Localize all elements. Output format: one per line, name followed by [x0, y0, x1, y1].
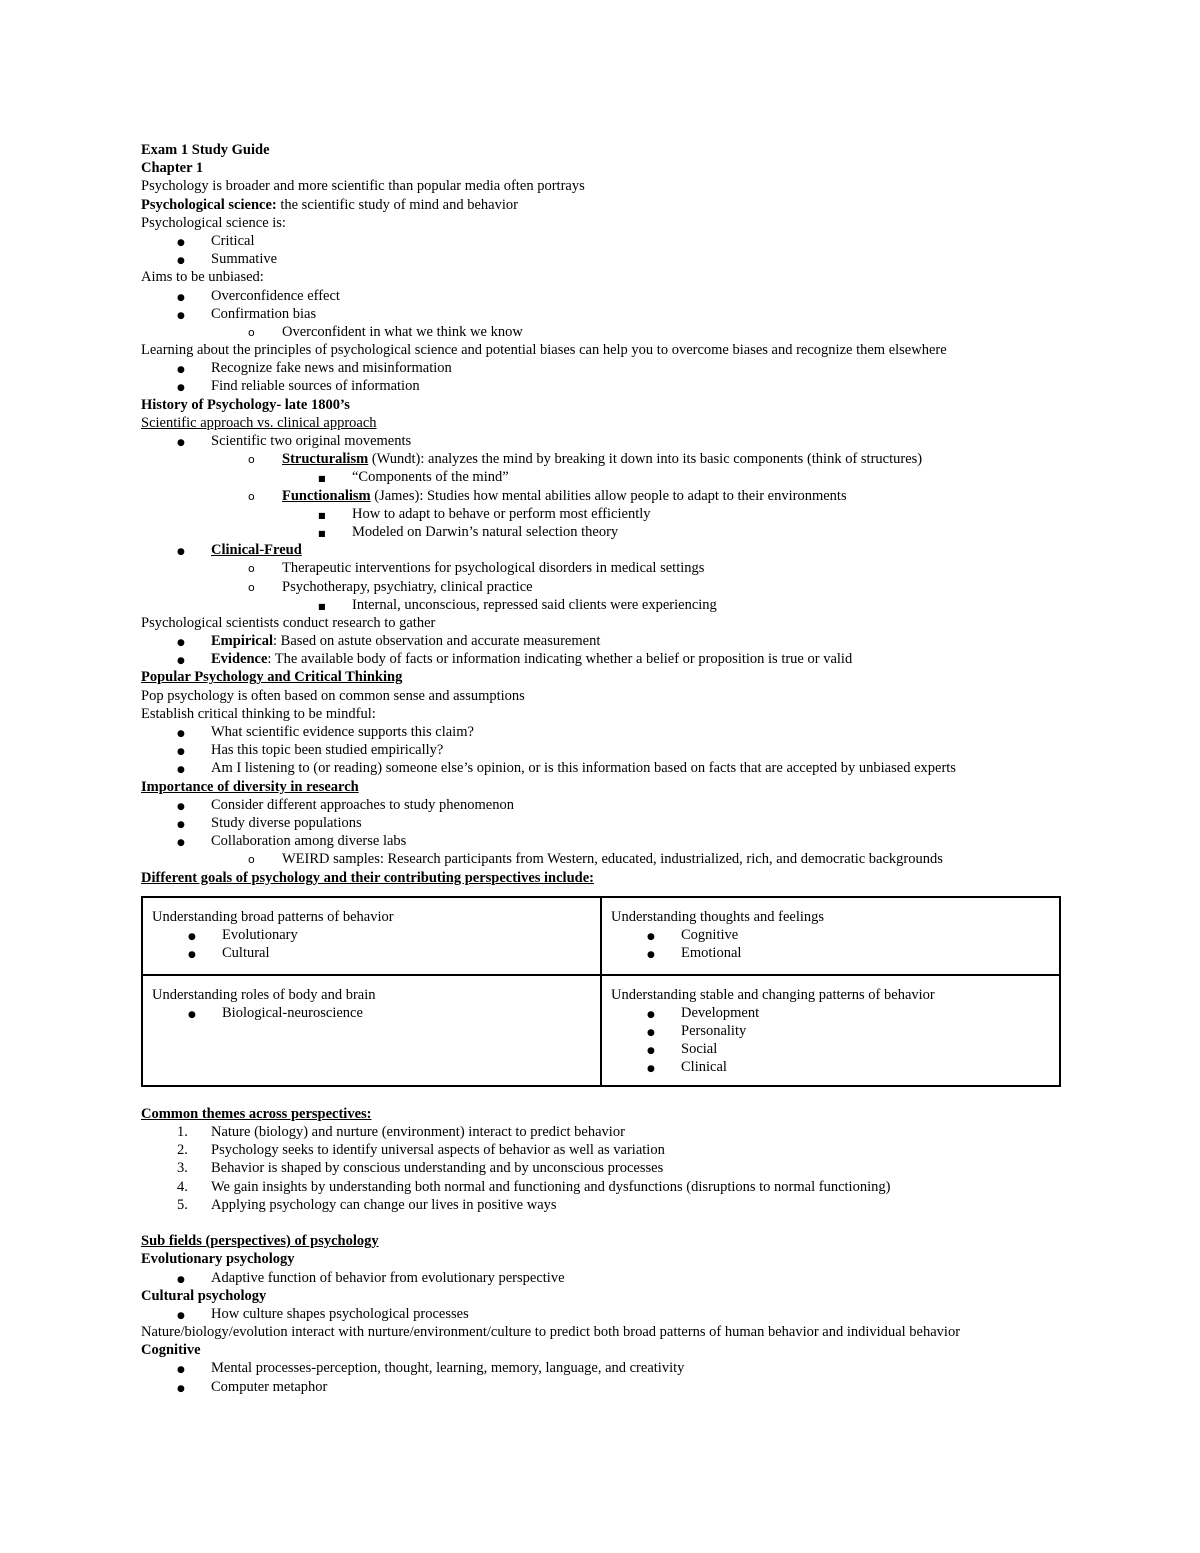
bullet-icon — [188, 926, 208, 946]
bullet-icon — [177, 796, 197, 816]
bullet-icon — [177, 250, 197, 270]
list-item: ● Scientific two original movements — [141, 432, 1056, 450]
sub-list-item: o Overconfident in what we think we know — [141, 323, 1056, 341]
bullet-icon — [177, 541, 197, 561]
list-item: ● Adaptive function of behavior from evolutionary perspective — [141, 1269, 1056, 1287]
text-line: Aims to be unbiased: — [141, 269, 264, 286]
text-line: Psychological scientists conduct research to gather — [141, 614, 436, 631]
list-item: ● Cognitive — [611, 926, 1051, 944]
section-heading: Importance of diversity in research — [141, 778, 359, 795]
sub-list-item: o Psychotherapy, psychiatry, clinical practice — [141, 578, 1056, 596]
list-item: ● Biological-neuroscience — [152, 1004, 592, 1022]
bullet-icon — [177, 232, 197, 252]
circle-bullet-icon — [248, 487, 268, 506]
section-heading: Different goals of psychology and their contributing perspectives include: — [141, 869, 594, 886]
table-cell — [142, 897, 601, 975]
list-item: ● Collaboration among diverse labs — [141, 832, 1056, 850]
list-item: ● Overconfidence effect — [141, 287, 1056, 305]
square-bullet-icon — [318, 468, 338, 488]
text-line: Pop psychology is often based on common sense and assumptions — [141, 687, 525, 704]
text-line: Learning about the principles of psychological science and potential biases can help you to overcome biases and recognize them elsewhere — [141, 342, 947, 359]
list-item: ● Empirical: Based on astute observation and accurate measurement — [141, 632, 1056, 650]
list-item: ● Development — [611, 1004, 1051, 1022]
list-item: ● How culture shapes psychological processes — [141, 1305, 1056, 1323]
list-item: ● Evidence: The available body of facts or information indicating whether a belief or proposition is true or valid — [141, 650, 1056, 668]
list-item: ● Consider different approaches to study phenomenon — [141, 796, 1056, 814]
bullet-icon — [177, 1269, 197, 1289]
table-cell — [601, 897, 1060, 975]
definition-term: Psychological science: — [141, 196, 277, 213]
chapter-heading: Chapter 1 — [141, 160, 204, 177]
cell-title: Understanding thoughts and feelings — [611, 908, 825, 925]
subsection-heading: Cognitive — [141, 1342, 201, 1359]
bullet-icon — [177, 814, 197, 834]
list-item: ● Cultural — [152, 944, 592, 962]
section-heading: History of Psychology- late 1800’s — [141, 396, 350, 413]
bullet-icon — [177, 1359, 197, 1379]
list-item: ● Personality — [611, 1022, 1051, 1040]
numbered-item: 2. Psychology seeks to identify universal aspects of behavior as well as variation — [177, 1142, 665, 1159]
sub-sub-list-item: ■ Modeled on Darwin’s natural selection theory — [141, 523, 1056, 541]
bullet-icon — [177, 723, 197, 743]
circle-bullet-icon — [248, 559, 268, 578]
section-heading: Common themes across perspectives: — [141, 1105, 372, 1122]
item-number: 5. — [177, 1196, 188, 1213]
bullet-icon — [647, 1058, 667, 1078]
perspectives-table — [141, 896, 1061, 1087]
text-line: Establish critical thinking to be mindful: — [141, 705, 376, 722]
bullet-icon — [647, 926, 667, 946]
sub-sub-list-item: ■ Internal, unconscious, repressed said clients were experiencing — [141, 596, 1056, 614]
circle-bullet-icon — [248, 850, 268, 869]
list-item: ● Clinical-Freud — [141, 541, 1056, 559]
cell-title: Understanding stable and changing patterns of behavior — [611, 986, 935, 1003]
list-item: ● Summative — [141, 250, 1056, 268]
definition-text: the scientific study of mind and behavior — [276, 196, 518, 213]
definition-line — [141, 196, 1056, 214]
bullet-icon — [188, 944, 208, 964]
bullet-icon — [177, 377, 197, 397]
list-item: ● Evolutionary — [152, 926, 592, 944]
bullet-icon — [177, 650, 197, 670]
document-page — [141, 141, 1056, 1396]
bullet-icon — [177, 359, 197, 379]
circle-bullet-icon — [248, 450, 268, 469]
bullet-icon — [647, 944, 667, 964]
list-item: ● Mental processes-perception, thought, learning, memory, language, and creativity — [141, 1359, 1056, 1377]
bullet-icon — [177, 632, 197, 652]
item-number: 1. — [177, 1124, 188, 1140]
text-line: Psychological science is: — [141, 214, 286, 231]
list-item: ● Clinical — [611, 1058, 1051, 1076]
item-number: 3. — [177, 1160, 188, 1177]
bullet-icon — [177, 305, 197, 325]
section-heading: Popular Psychology and Critical Thinking — [141, 669, 403, 686]
bullet-icon — [188, 1004, 208, 1024]
intro-text: Psychology is broader and more scientific than popular media often portrays — [141, 178, 585, 195]
subsection-heading: Evolutionary psychology — [141, 1251, 295, 1268]
cell-title: Understanding roles of body and brain — [152, 986, 376, 1003]
bullet-icon — [177, 741, 197, 761]
square-bullet-icon — [318, 505, 338, 525]
circle-bullet-icon — [248, 323, 268, 342]
circle-bullet-icon — [248, 578, 268, 597]
bullet-icon — [177, 1305, 197, 1325]
sub-list-item: o Functionalism (James): Studies how mental abilities allow people to adapt to their environments — [141, 487, 1056, 505]
sub-list-item: o WEIRD samples: Research participants from Western, educated, industrialized, rich, and democratic backgrounds — [141, 850, 1056, 868]
table-cell — [601, 975, 1060, 1086]
list-item: ● Computer metaphor — [141, 1378, 1056, 1396]
sub-list-item: o Structuralism (Wundt): analyzes the mind by breaking it down into its basic components (think of structures) — [141, 450, 1056, 468]
numbered-item: 4. We gain insights by understanding both normal and functioning and dysfunctions (disruptions to normal functioning) — [177, 1178, 891, 1195]
item-number: 2. — [177, 1142, 188, 1159]
square-bullet-icon — [318, 523, 338, 543]
bullet-icon — [177, 832, 197, 852]
text-line: Nature/biology/evolution interact with nurture/environment/culture to predict both broad patterns of human behavior and individual behavior — [141, 1324, 961, 1341]
list-item: ● Confirmation bias — [141, 305, 1056, 323]
sub-sub-list-item: ■ How to adapt to behave or perform most efficiently — [141, 505, 1056, 523]
list-item: ● Am I listening to (or reading) someone else’s opinion, or is this information based on facts that are accepted by unbiased experts — [141, 759, 1056, 777]
bullet-icon — [647, 1040, 667, 1060]
subsection-heading: Scientific approach vs. clinical approach — [141, 414, 377, 431]
table-cell — [142, 975, 601, 1086]
list-item: ● Study diverse populations — [141, 814, 1056, 832]
bullet-icon — [177, 1378, 197, 1398]
sub-sub-list-item: ■ “Components of the mind” — [141, 468, 1056, 486]
numbered-item: 3. Behavior is shaped by conscious understanding and by unconscious processes — [177, 1160, 664, 1177]
item-number: 4. — [177, 1178, 188, 1195]
list-item: ● Critical — [141, 232, 1056, 250]
list-item: ● Has this topic been studied empirically? — [141, 741, 1056, 759]
list-item: ● Social — [611, 1040, 1051, 1058]
list-item: ● What scientific evidence supports this claim? — [141, 723, 1056, 741]
bullet-icon — [177, 287, 197, 307]
cell-title: Understanding broad patterns of behavior — [152, 908, 394, 925]
bullet-icon — [177, 759, 197, 779]
list-item: ● Emotional — [611, 944, 1051, 962]
subsection-heading: Cultural psychology — [141, 1287, 267, 1304]
list-item: ● Find reliable sources of information — [141, 377, 1056, 395]
bullet-icon — [177, 432, 197, 452]
bullet-icon — [647, 1022, 667, 1042]
list-item: ● Recognize fake news and misinformation — [141, 359, 1056, 377]
numbered-item: 5. Applying psychology can change our lives in positive ways — [177, 1196, 557, 1213]
bullet-icon — [647, 1004, 667, 1024]
section-heading: Sub fields (perspectives) of psychology — [141, 1233, 379, 1250]
square-bullet-icon — [318, 596, 338, 616]
sub-list-item: o Therapeutic interventions for psychological disorders in medical settings — [141, 559, 1056, 577]
document-title: Exam 1 Study Guide — [141, 142, 270, 158]
numbered-item: 1. Nature (biology) and nurture (environment) interact to predict behavior — [177, 1124, 625, 1140]
